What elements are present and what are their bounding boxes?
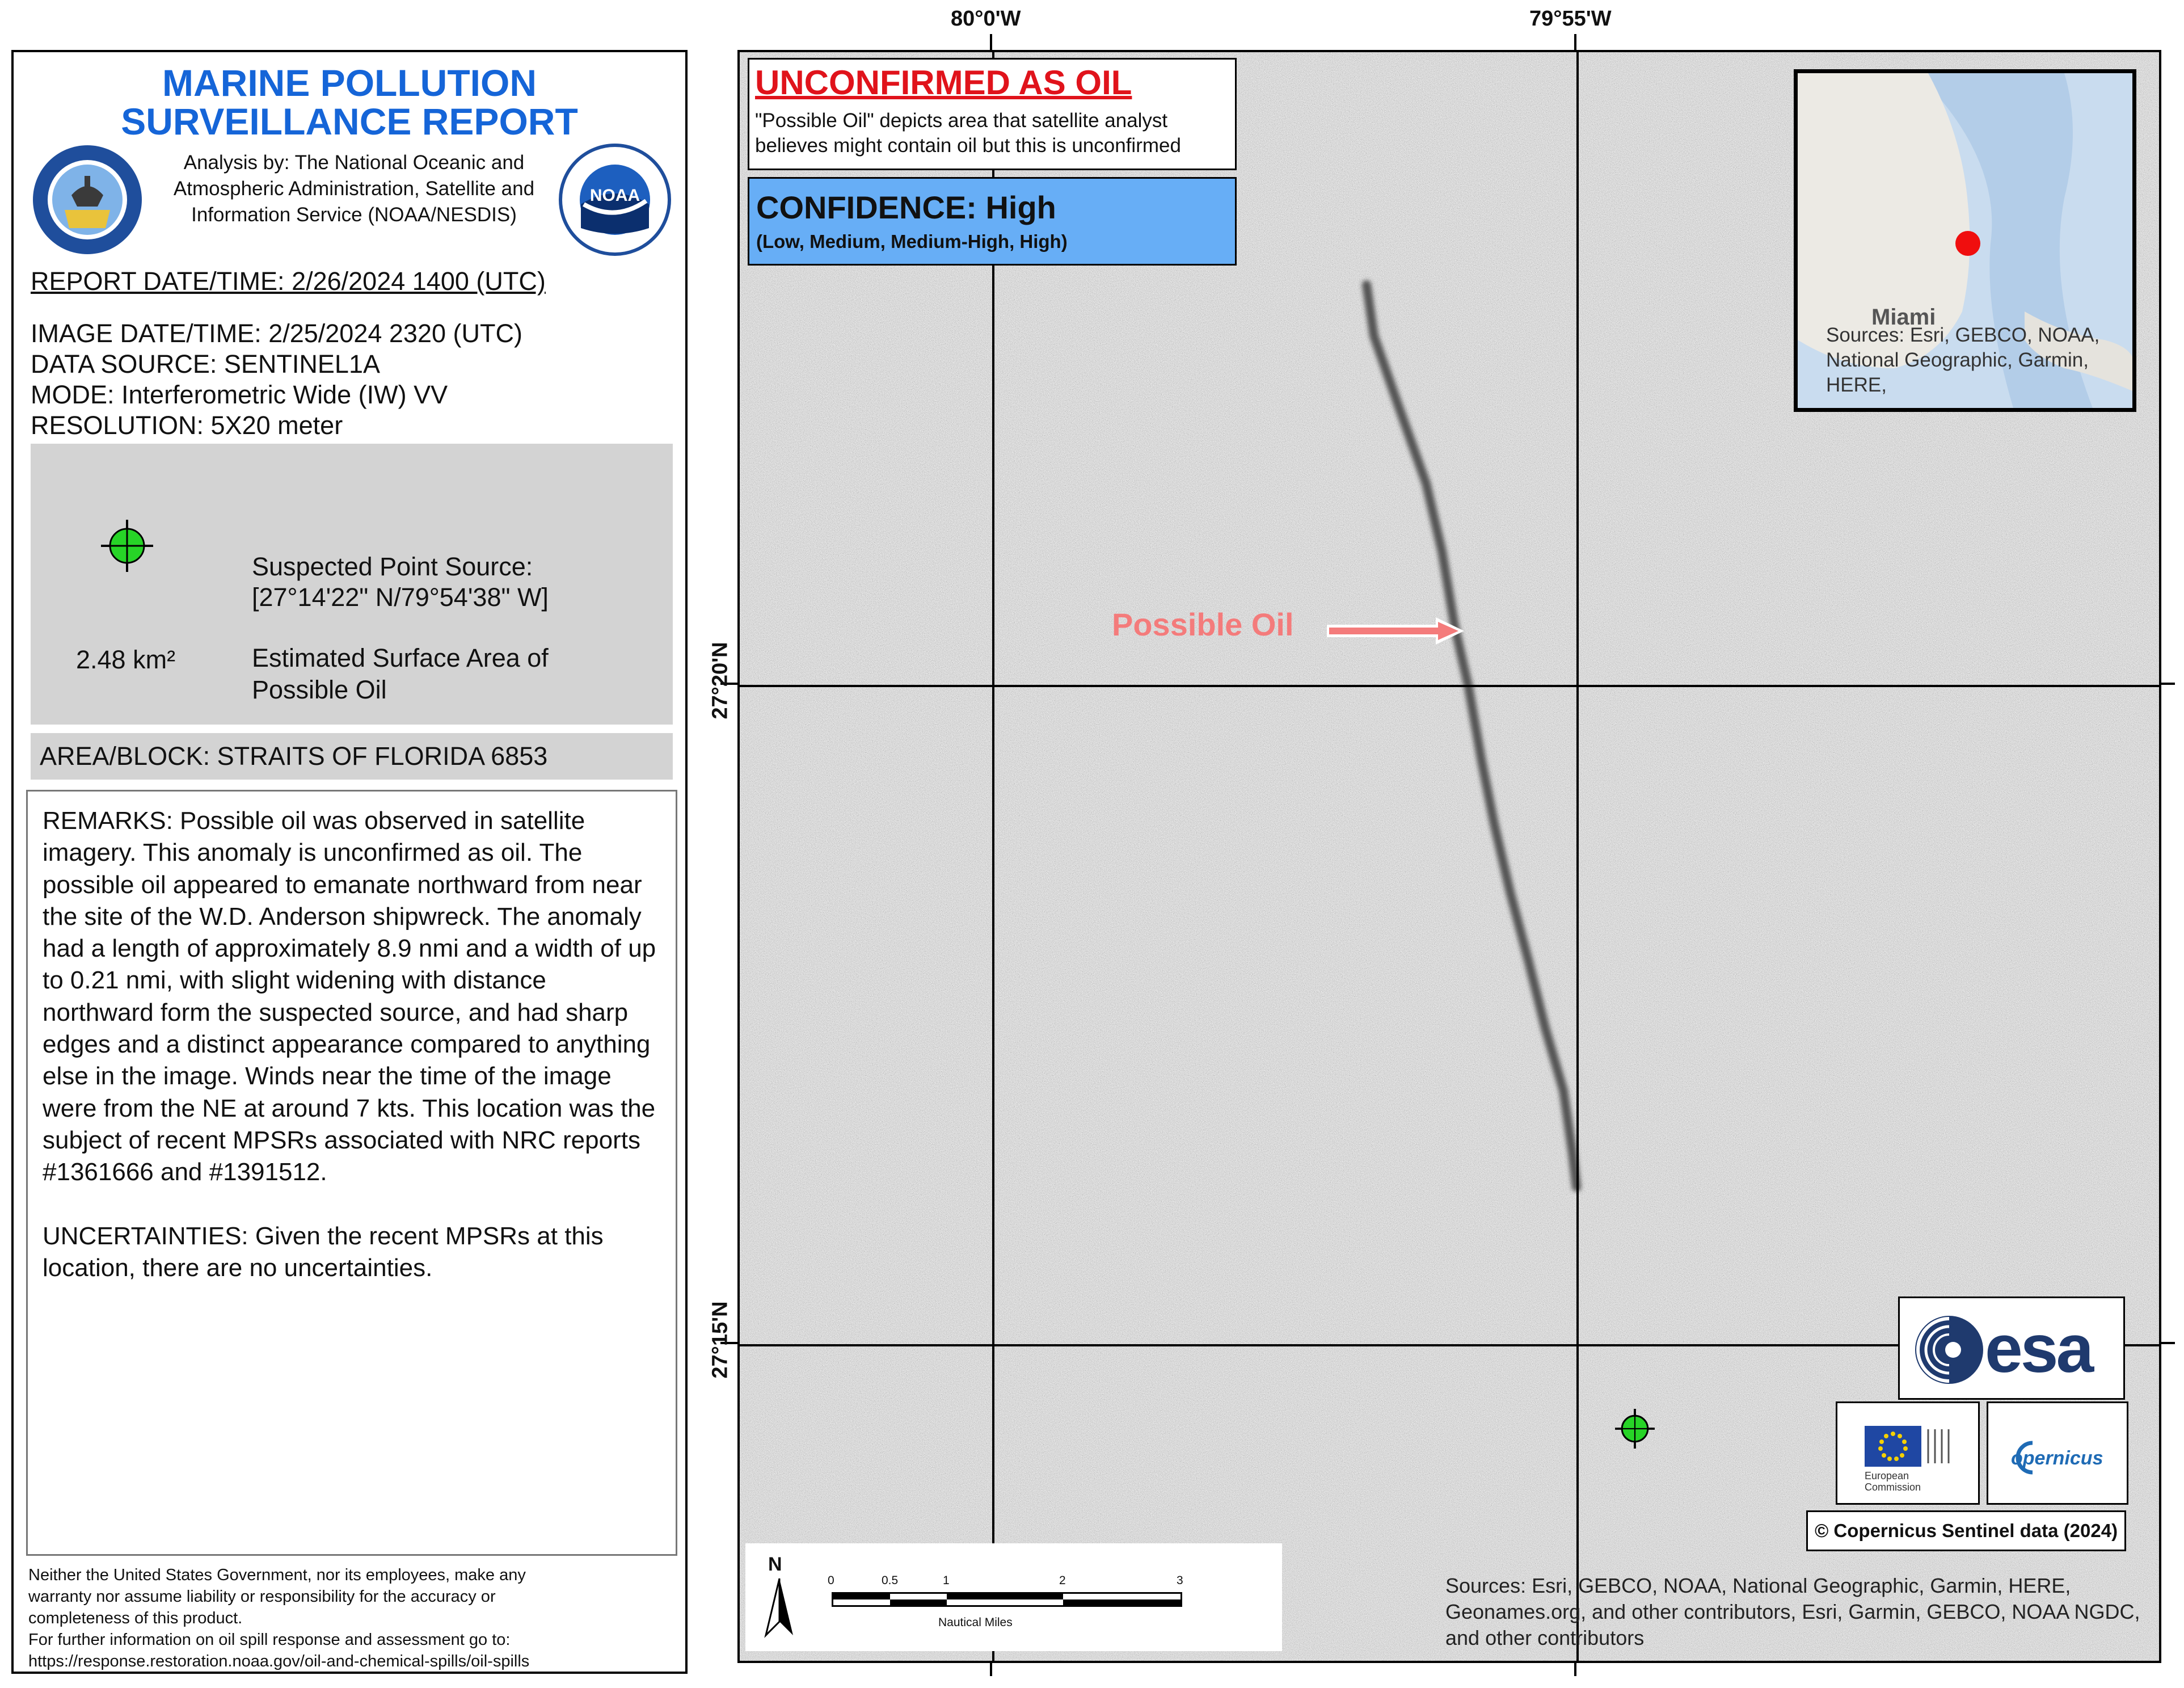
point-source-marker-icon [99,517,155,574]
confidence-box [748,177,1237,266]
scale-unit: Nautical Miles [938,1616,1013,1629]
locator-inset-map [1794,69,2136,412]
inset-sources: Sources: Esri, GEBCO, NOAA, National Geographic, Garmin, HERE, [1826,324,2100,396]
point-source-coordinates: [27°14'22" N/79°54'38" W] [252,583,549,612]
confidence-level: CONFIDENCE: High [756,190,1056,225]
scale-tick-0: 0 [828,1574,834,1587]
point-source-label [252,552,649,613]
inset-location-marker-icon [1955,231,1980,256]
copernicus-logo-text: opernicus [2011,1447,2103,1469]
analysis-credit: Analysis by: The National Oceanic and Atmospheric Administration, Satellite and Information Service (NOAA/NESDIS) [173,151,535,226]
remarks-box [26,790,677,1556]
surface-area-value: 2.48 km² [76,645,176,674]
data-source: DATA SOURCE: SENTINEL1A [31,350,380,378]
lat-tick-27-20-right [2160,683,2175,685]
noaa-logo-text: NOAA [589,186,640,205]
unconfirmed-text-line1: "Possible Oil" depicts area that satellite analyst [755,110,1168,132]
image-datetime: IMAGE DATE/TIME: 2/25/2024 2320 (UTC) [31,319,522,348]
sensor-resolution: RESOLUTION: 5X20 meter [31,411,343,440]
surface-area-label-line1: Estimated Surface Area of [252,643,549,672]
scale-north-box [745,1543,1282,1651]
info-link[interactable]: https://response.restoration.noaa.gov/oil-and-chemical-spills/oil-spills [28,1652,530,1670]
possible-oil-label: Possible Oil [1112,607,1294,642]
area-block: AREA/BLOCK: STRAITS OF FLORIDA 6853 [31,733,673,780]
ec-logo-line2: Commission [1865,1481,1921,1493]
lat-label-27-15: 27°15'N [708,1301,732,1379]
scale-seg-1 [833,1594,890,1599]
lon-label-80-0: 80°0'W [951,7,1021,31]
confidence-scale: (Low, Medium, Medium-High, High) [756,231,1068,252]
surface-area-label-line2: Possible Oil [252,675,387,704]
scale-bar [832,1592,1182,1607]
sensor-mode: MODE: Interferometric Wide (IW) VV [31,380,448,409]
meridian-80-0 [992,52,994,1663]
lat-tick-27-15-right [2160,1342,2175,1344]
ec-logo-text [1865,1470,1921,1493]
scale-seg-2 [890,1599,947,1605]
legend-box [31,444,673,725]
unconfirmed-text [755,108,1232,158]
lon-tick-79-55 [1574,34,1576,51]
report-title-line1: MARINE POLLUTION [162,62,537,104]
esa-logo [1898,1296,2125,1400]
point-source-label-line1: Suspected Point Source: [252,552,533,581]
unconfirmed-box [748,58,1237,170]
disclaimer [28,1564,681,1672]
point-source-map-marker-icon[interactable] [1613,1407,1656,1450]
copyright-credit: © Copernicus Sentinel data (2024) [1806,1510,2126,1551]
lon-tick-80-0 [990,34,992,51]
copernicus-logo [1987,1401,2128,1505]
disclaimer-line2: warranty nor assume liability or responsibility for the accuracy or [28,1588,496,1606]
scale-tick-3: 3 [1177,1574,1183,1587]
noaa-logo-icon [558,143,672,256]
esa-logo-text: esa [1985,1311,2092,1387]
ec-logo-line1: European [1865,1470,1909,1481]
uncertainties-text: UNCERTAINTIES: Given the recent MPSRs at this location, there are no uncertainties. [43,1222,604,1282]
north-label: N [768,1554,782,1575]
report-datetime: REPORT DATE/TIME: 2/26/2024 1400 (UTC) [31,267,546,296]
surface-area-label [252,642,649,706]
commerce-seal-icon [31,143,144,256]
scale-seg-4 [1063,1599,1180,1605]
lon-tick-80-0-bottom [990,1661,992,1676]
north-arrow-icon [762,1576,796,1639]
esa-globe-icon [1912,1313,1986,1387]
lat-label-27-20: 27°20'N [708,642,732,719]
inset-city-label: Miami [1871,305,1936,330]
scale-seg-3 [947,1594,1063,1599]
scale-tick-0-5: 0.5 [882,1574,899,1587]
meridian-79-55 [1576,52,1579,1663]
report-panel [11,50,688,1674]
scale-tick-1: 1 [943,1574,950,1587]
unconfirmed-title: UNCONFIRMED AS OIL [755,64,1132,102]
scale-tick-2: 2 [1059,1574,1066,1587]
report-title-line2: SURVEILLANCE REPORT [121,100,578,142]
european-commission-logo [1836,1401,1980,1505]
possible-oil-arrow-icon [1325,614,1466,648]
disclaimer-line4: For further information on oil spill response and assessment go to: [28,1631,511,1649]
lon-label-79-55: 79°55'W [1529,7,1612,31]
remarks-text: REMARKS: Possible oil was observed in satellite imagery. This anomaly is unconfirmed as oil. The possible oil appeared to emanate northward from near the site of the W.D. Anderson shipwreck. The anomaly had a length of approximately 8.9 nmi and a width of up to 0.21 nmi, with slight widening with distance northward form the suspected source, and had sharp edges and a distinct appearance compared to anything else in the image. Winds near the time of the image were from the NE at around 7 kts. This location was the subject of recent MPSRs associated with NRC reports #1361666 and #1391512. [43,807,656,1186]
parallel-27-20 [740,685,2161,687]
map-sources: Sources: Esri, GEBCO, NOAA, National Geographic, Garmin, HERE, Geonames.org, and other contributors, Esri, Garmin, GEBCO, NOAA NGDC, and other contributors [1445,1574,2140,1649]
lon-tick-79-55-bottom [1574,1661,1576,1676]
report-title [14,64,685,141]
unconfirmed-text-line2: believes might contain oil but this is unconfirmed [755,134,1181,157]
disclaimer-line1: Neither the United States Government, nor its employees, make any [28,1566,526,1584]
eu-flag-icon [1865,1426,1955,1467]
disclaimer-line3: completeness of this product. [28,1609,243,1627]
